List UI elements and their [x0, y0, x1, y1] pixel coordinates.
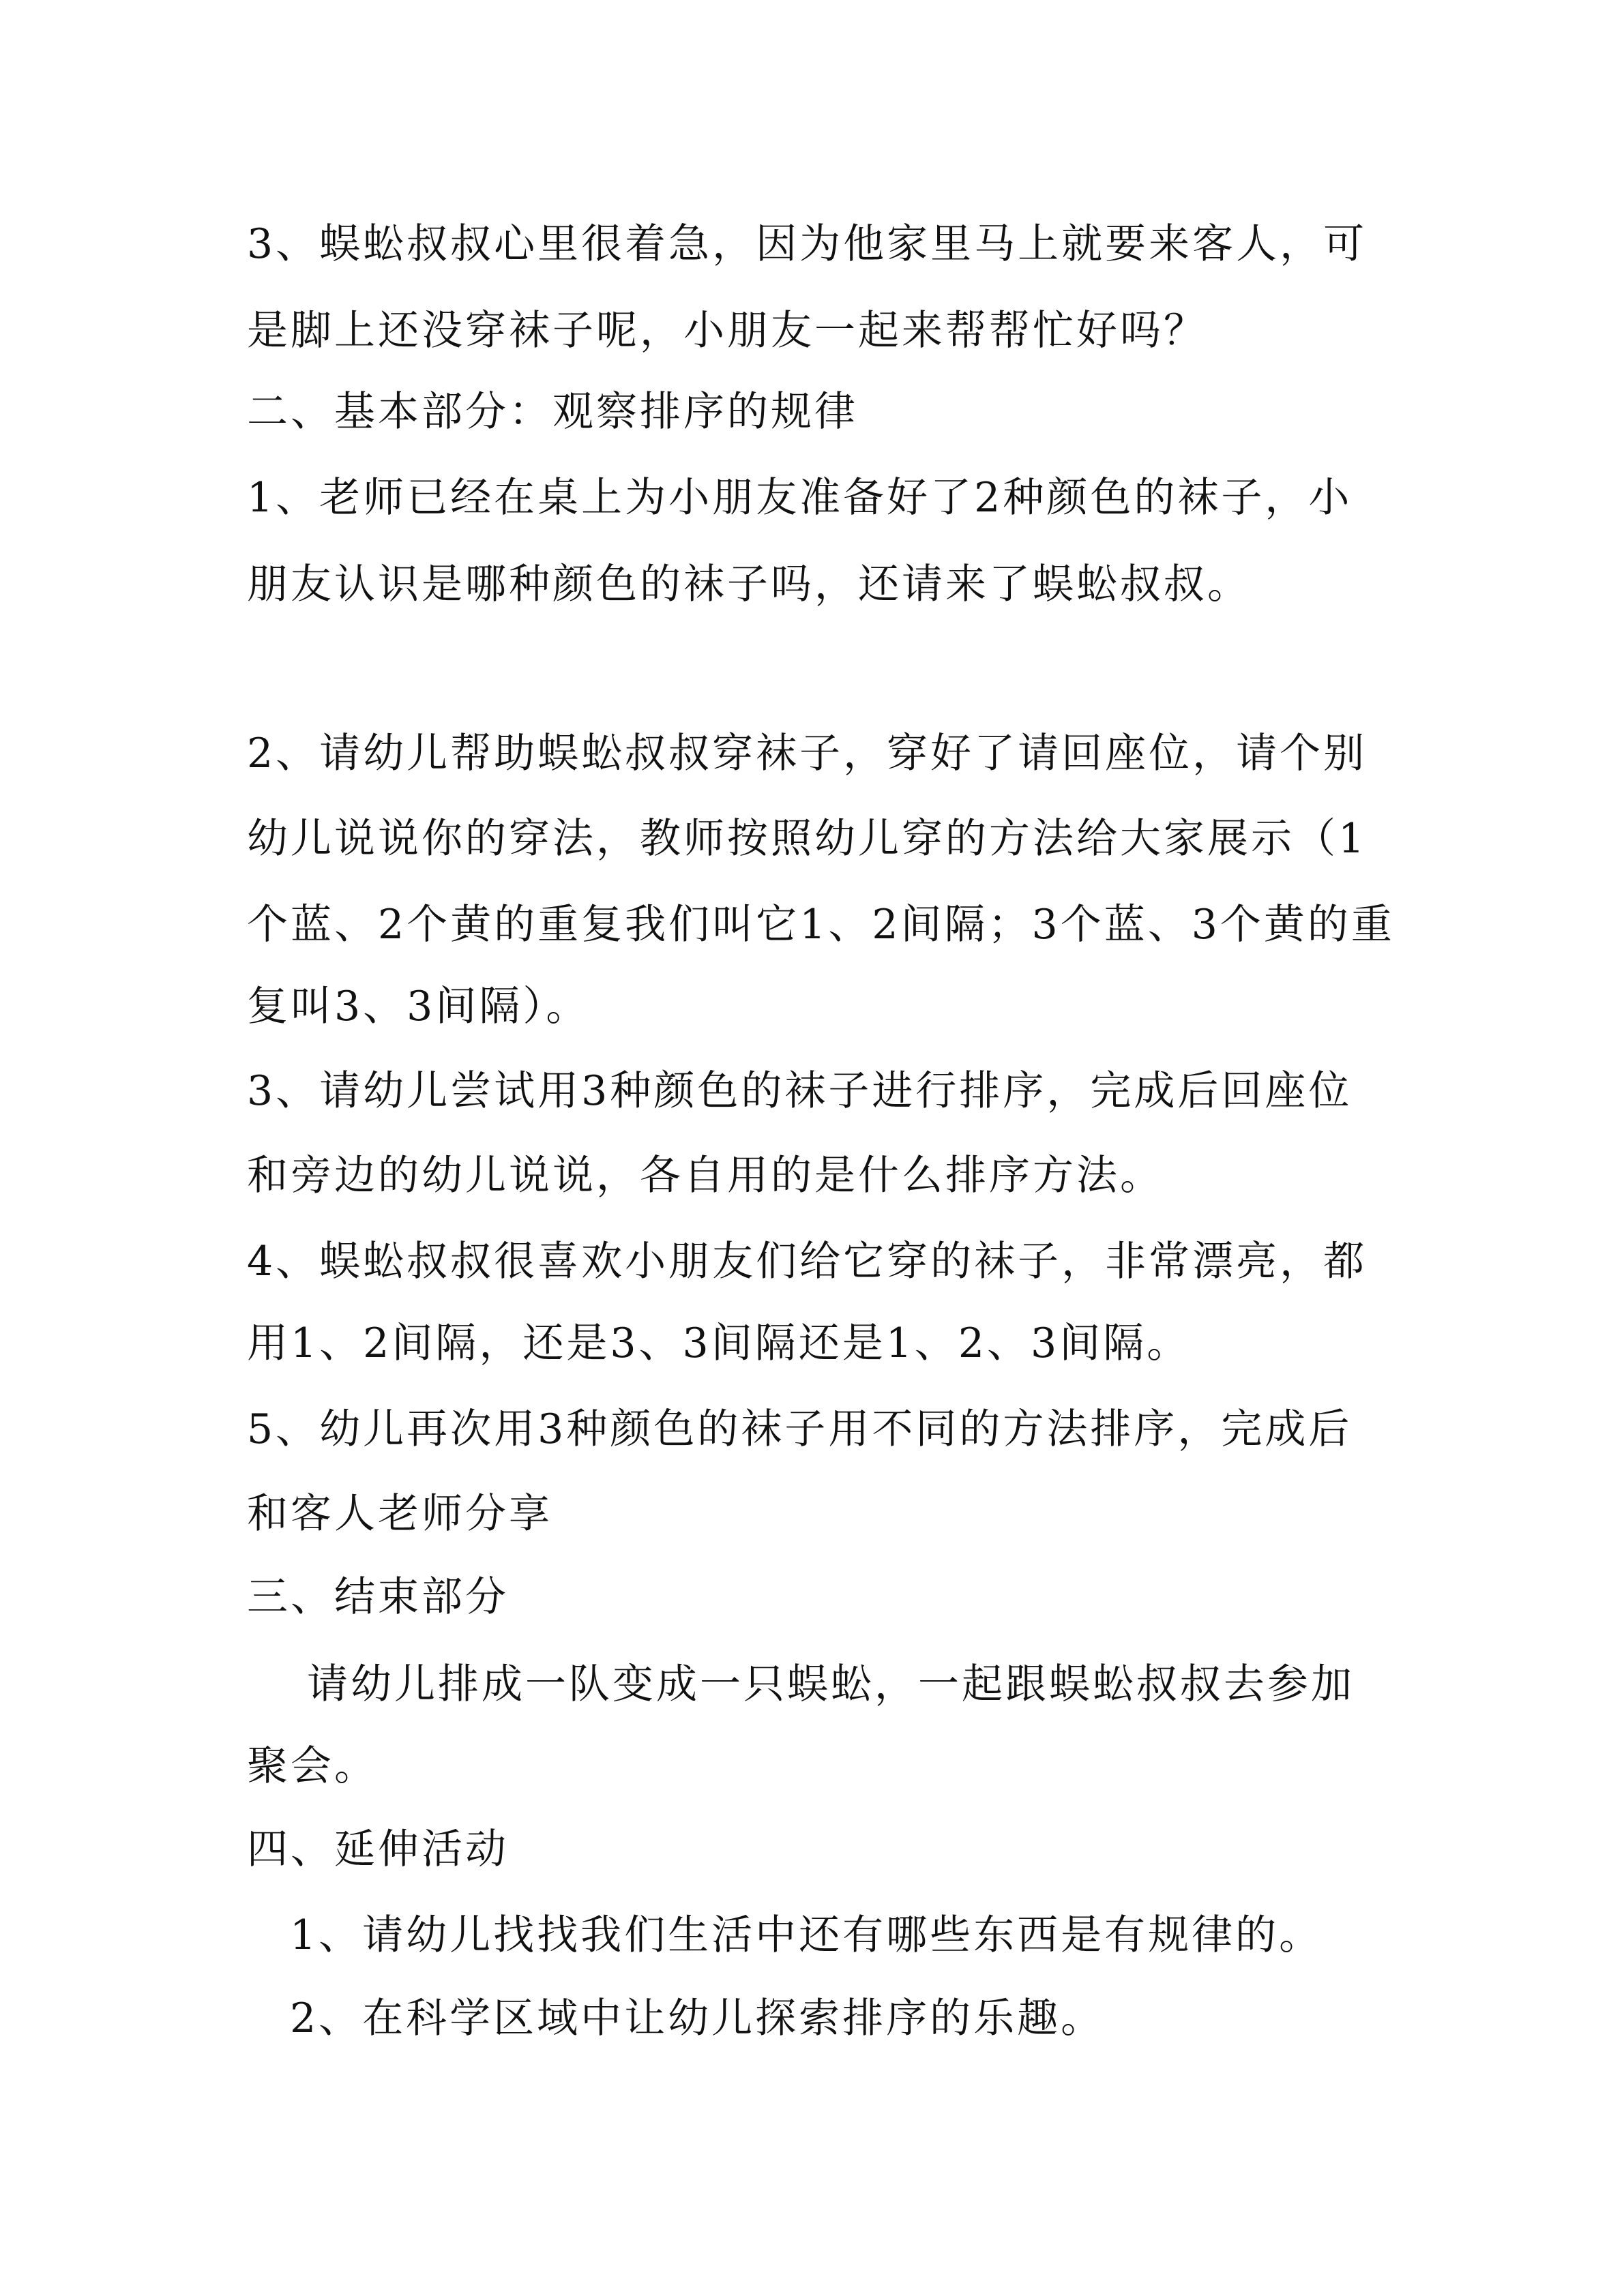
paragraph-step3-line1: 3、蜈蚣叔叔心里很着急，因为他家里马上就要来客人，可 [247, 220, 1368, 268]
paragraph-basic4-line1: 4、蜈蚣叔叔很喜欢小朋友们给它穿的袜子，非常漂亮，都 [247, 1238, 1368, 1285]
paragraph-basic2-line2: 幼儿说说你的穿法，教师按照幼儿穿的方法给大家展示（1 [247, 815, 1368, 863]
paragraph-basic3-line2: 和旁边的幼儿说说，各自用的是什么排序方法。 [247, 1152, 1164, 1199]
paragraph-basic1-line1: 1、老师已经在桌上为小朋友准备好了2种颜色的袜子，小 [247, 474, 1353, 522]
section-heading-basic: 二、基本部分：观察排序的规律 [247, 388, 858, 436]
paragraph-basic2-line4: 复叫3、3间隔）。 [247, 983, 590, 1030]
paragraph-end-line2: 聚会。 [247, 1742, 378, 1790]
paragraph-basic5-line2: 和客人老师分享 [247, 1490, 552, 1538]
paragraph-basic1-line2: 朋友认识是哪种颜色的袜子吗，还请来了蜈蚣叔叔。 [247, 561, 1251, 608]
section-heading-end: 三、结束部分 [247, 1573, 509, 1621]
paragraph-basic3-line1: 3、请幼儿尝试用3种颜色的袜子进行排序，完成后回座位 [247, 1067, 1353, 1115]
paragraph-basic5-line1: 5、幼儿再次用3种颜色的袜子用不同的方法排序，完成后 [247, 1405, 1353, 1453]
paragraph-extension2: 2、在科学区域中让幼儿探索排序的乐趣。 [290, 1995, 1105, 2042]
paragraph-basic4-line2: 用1、2间隔，还是3、3间隔还是1、2、3间隔。 [247, 1320, 1191, 1367]
paragraph-extension1: 1、请幼儿找找我们生活中还有哪些东西是有规律的。 [290, 1911, 1323, 1959]
paragraph-step3-line2: 是脚上还没穿袜子呢，小朋友一起来帮帮忙好吗？ [247, 307, 1207, 355]
paragraph-basic2-line1: 2、请幼儿帮助蜈蚣叔叔穿袜子，穿好了请回座位，请个别 [247, 730, 1368, 777]
paragraph-basic2-line3: 个蓝、2个黄的重复我们叫它1、2间隔；3个蓝、3个黄的重 [247, 901, 1395, 949]
paragraph-end-line1: 请幼儿排成一队变成一只蜈蚣，一起跟蜈蚣叔叔去参加 [307, 1660, 1355, 1708]
section-heading-extension: 四、延伸活动 [247, 1825, 509, 1873]
